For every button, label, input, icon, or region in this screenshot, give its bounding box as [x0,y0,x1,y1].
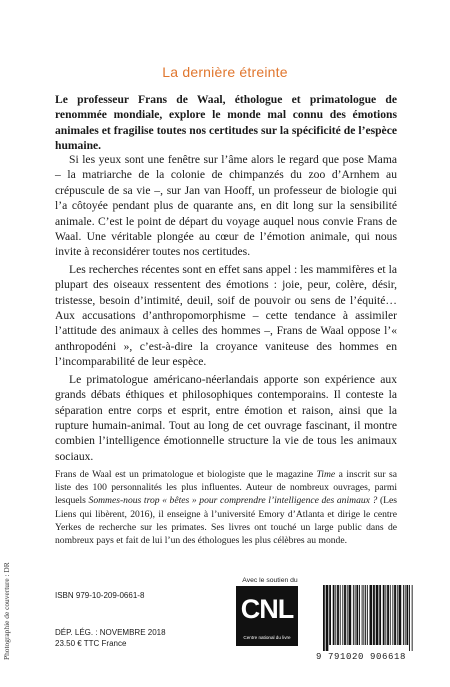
barcode-bar [392,585,393,645]
body-text [55,152,397,466]
photo-credit: Photographie de couverture : DR [2,562,11,660]
barcode-bar [379,585,381,645]
barcode-bar [353,585,354,645]
barcode-bar [383,585,385,645]
barcode-bar [376,585,379,645]
barcode-bar [337,585,339,645]
body-paragraph: Les recherches récentes sont en effet sans appel : les mammifères et la plupart des oiseaux ressentent des émotions : joie, peur, colère, désir, tristesse, besoin d’intimité, deuil, soif de pouvoir ou sens de l’équité… Aux accusations d’anthropomorphisme – cette tendance à assimiler l’attitude des animaux à celles des hommes –, Frans de Waal oppose l’« anthropodéni », c’est-à-dire la croyance vaniteuse des hommes en l’incomparabilité de leur espèce. [55,262,397,369]
barcode-bar [394,585,396,645]
barcode-bar [323,585,325,651]
barcode-bar [363,585,364,645]
cover-title: La dernière étreinte [162,64,288,80]
barcode-bar [397,585,398,645]
barcode-bar [326,585,329,651]
barcode-bar [373,585,375,645]
legal-deposit: DÉP. LÉG. : NOVEMBRE 2018 [55,628,166,637]
barcode-bar [387,585,389,645]
barcode [322,585,414,651]
isbn: ISBN 979-10-209-0661-8 [55,591,145,600]
barcode-bar [329,585,331,645]
cnl-logo-subtitle: Centre national du livre [243,635,291,640]
barcode-bar [399,585,402,645]
barcode-bar [406,585,408,645]
barcode-bar [356,585,358,645]
barcode-bar [367,585,368,645]
barcode-bar [385,585,386,645]
body-paragraph: Le primatologue américano-néerlandais apporte son expérience aux grands débats éthiques et philosophiques contemporains. Il conteste la séparation entre corps et esprit, entre émotion et raison, ainsi que la rupture humain-animal. Tout au long de cet ouvrage fascinant, il montre combien l’intelligence émotionnelle structure la vie de tous les animaux sociaux. [55,372,397,463]
barcode-bar [347,585,348,645]
bio-text: (Les Liens qui libèrent, 2016), il enseigne à l’université Emory d’Atlanta et dirige le centre Yerkes de recherche sur les primates. Ses livres ont touché un large public dans de nombreux pays et fait de lui l’un des éthologues les plus célèbres au monde. [55,495,397,547]
bio-text: Frans de Waal est un primatologue et biologiste que le magazine [55,469,317,480]
barcode-bar [390,585,391,645]
barcode-bar [405,585,406,645]
magazine-name: Time [316,469,336,480]
barcode-bar [344,585,346,645]
barcode-number: 9 791020 906618 [316,652,407,662]
author-bio [55,468,397,547]
barcode-bar [365,585,366,645]
barcode-bar [359,585,360,645]
price: 23.50 € TTC France [55,638,127,648]
cnl-support [232,577,308,646]
barcode-bar [335,585,336,645]
barcode-bar [349,585,352,645]
book-title: Sommes-nous trop « bêtes » pour comprendre l’intelligence des animaux ? [88,495,378,507]
body-paragraph: Si les yeux sont une fenêtre sur l’âme alors le regard que pose Mama – la matriarche de la colonie de chimpanzés du zoo d’Arnhem au crépuscule de sa vie –, sur Jan van Hooff, un professeur de biologie qui l’a côtoyée pendant plus de quarante ans, en dit long sur la sensibilité animale. C’est le point de départ du voyage auquel nous convie Frans de Waal. Une véritable plongée au cœur de l’émotion animale, qui nous invite à reconsidérer toutes nos certitudes. [55,153,397,259]
barcode-bar [333,585,335,645]
support-caption: Avec le soutien du [242,577,298,584]
bio-text: a inscrit sur sa liste des 100 personnalités les plus influentes. Auteur de nombreux ouvrages, parmi lesquels [55,469,397,507]
intro-paragraph: Le professeur Frans de Waal, éthologue et primatologue de renommée mondiale, explore le monde mal connu des émotions animales et fragilise toutes nos certitudes sur la spécificité de l’espèce humaine. [55,93,397,153]
barcode-bar [342,585,343,645]
barcode-bar [340,585,341,645]
barcode-bar [370,585,373,645]
cnl-logo [236,586,298,646]
barcode-bar [355,585,356,645]
barcode-bar [409,585,410,651]
legal-info [55,628,195,649]
barcode-bar [403,585,404,645]
cnl-logo-letters: CNL [240,594,294,624]
barcode-bar [362,585,363,645]
barcode-bar [412,585,413,651]
